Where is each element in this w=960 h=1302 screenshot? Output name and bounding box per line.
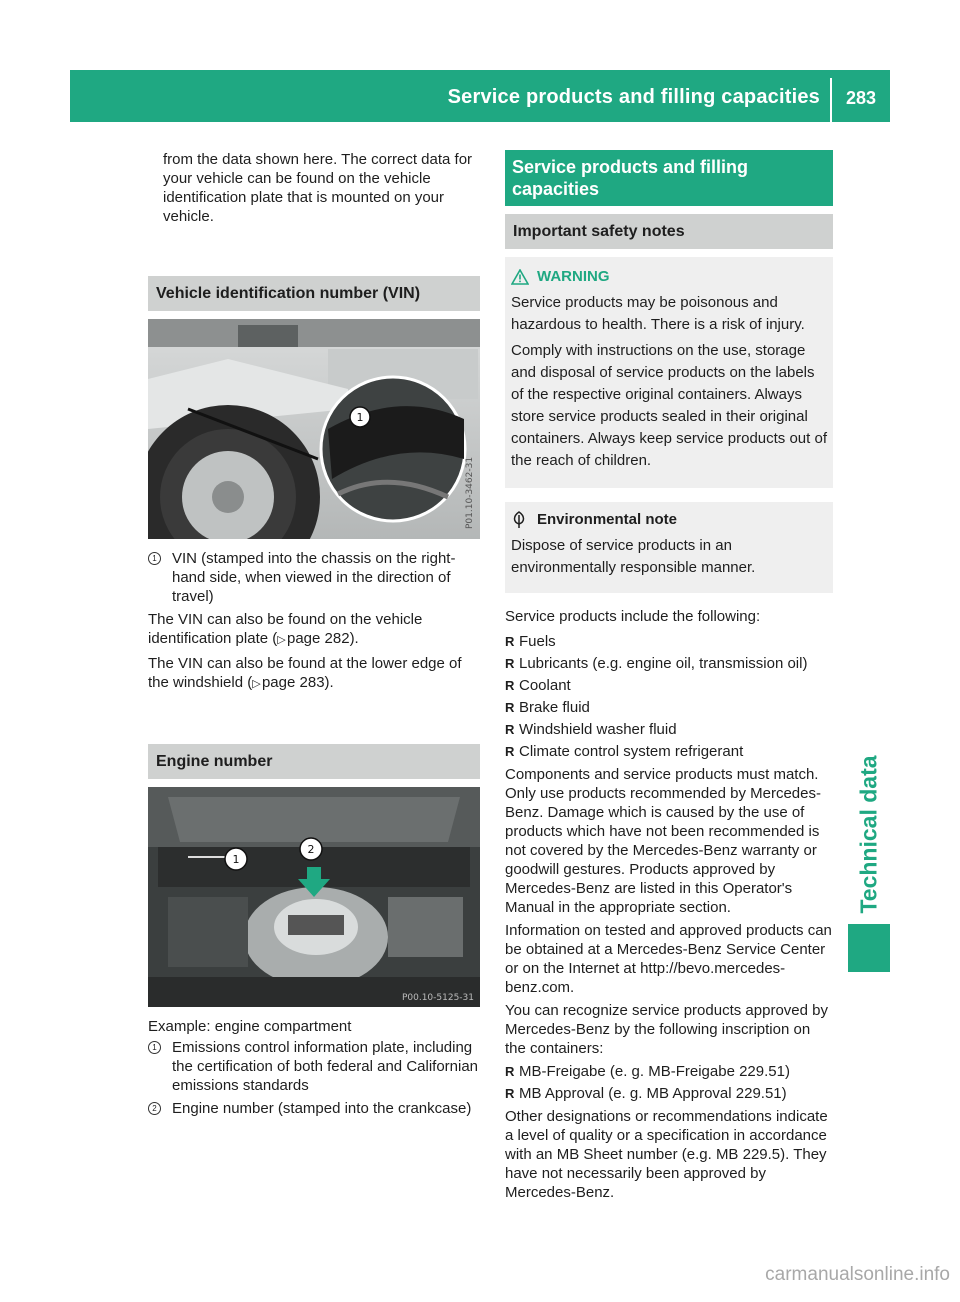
page-ref-283[interactable]: page 283 xyxy=(261,674,325,691)
vin-photo-callout: 1 xyxy=(356,411,364,424)
engine-example-caption: Example: engine compartment xyxy=(148,1018,352,1035)
engine-photo-callout-1: 1 xyxy=(232,853,240,866)
engine-callout-1-text: Emissions control information plate, including the certification of both federal and Californian emissions standards xyxy=(172,1039,479,1094)
left-column xyxy=(148,150,480,1122)
page-ref-arrow-icon: ▷ xyxy=(252,678,261,690)
vin-p1-text: The VIN can also be found on the vehicle identification plate ( xyxy=(148,611,423,647)
list-item: R Climate control system refrigerant xyxy=(505,742,833,761)
warning-box xyxy=(505,257,833,488)
callout-marker: 1 xyxy=(148,552,161,565)
approved-products-info: Information on tested and approved products can be obtained at a Mercedes-Benz Service Center or on the Internet at http://bevo.mercedes-benz.com. xyxy=(505,922,832,996)
chapter-tab xyxy=(848,750,890,918)
vin-heading: Vehicle identification number (VIN) xyxy=(148,276,480,311)
environmental-note-header xyxy=(511,510,827,529)
safety-heading: Important safety notes xyxy=(505,214,833,249)
vin-paragraph-1 xyxy=(148,610,480,650)
callout-marker: 1 xyxy=(148,1041,161,1054)
callout-marker: 2 xyxy=(148,1102,161,1115)
service-products-intro: Service products include the following: xyxy=(505,608,761,625)
right-column xyxy=(505,150,833,1206)
warning-header xyxy=(511,267,827,286)
chapter-tab-label: Technical data xyxy=(855,754,882,914)
engine-callout-1 xyxy=(148,1038,480,1095)
vin-p2-text: The VIN can also be found at the lower edge of the windshield ( xyxy=(148,655,462,691)
vin-photo-code: P01.10-3462-31 xyxy=(465,456,475,529)
page-number: 283 xyxy=(845,88,876,108)
warning-icon xyxy=(511,269,529,285)
list-item: R Fuels xyxy=(505,632,833,651)
vin-photo xyxy=(148,319,480,539)
environmental-note-box xyxy=(505,502,833,593)
list-item: R MB-Freigabe (e. g. MB-Freigabe 229.51) xyxy=(505,1062,833,1081)
watermark-footer: carmanualsonline.info xyxy=(765,1264,950,1285)
header-title: Service products and filling capacities xyxy=(447,86,820,108)
vin-p2-end: ). xyxy=(324,674,334,691)
environmental-note-title: Environmental note xyxy=(537,511,678,528)
vin-callout xyxy=(148,549,480,606)
warning-text-1: Service products may be poisonous and hazardous to health. There is a risk of injury. xyxy=(511,294,805,333)
engine-heading: Engine number xyxy=(148,744,480,779)
vin-callout-text: VIN (stamped into the chassis on the right-hand side, when viewed in the direction of travel) xyxy=(172,550,456,605)
service-products-list xyxy=(505,632,833,761)
environmental-note-text: Dispose of service products in an environmentally responsible manner. xyxy=(511,537,756,576)
main-heading: Service products and filling capacities xyxy=(505,150,833,206)
list-item: R MB Approval (e. g. MB Approval 229.51) xyxy=(505,1084,833,1103)
page-ref-282[interactable]: page 282 xyxy=(286,630,350,647)
inscription-list xyxy=(505,1062,833,1103)
list-item: R Windshield washer fluid xyxy=(505,720,833,739)
recognize-text: You can recognize service products approved by Mercedes-Benz by the following inscription on the containers: xyxy=(505,1002,828,1057)
list-item: R Brake fluid xyxy=(505,698,833,717)
engine-callout-2 xyxy=(148,1099,480,1118)
leaf-icon xyxy=(511,511,527,529)
other-designations-text: Other designations or recommendations indicate a level of quality or a specification in accordance with an MB Sheet number (e.g. MB 229.5). They have not necessarily been approved by Mercedes-Benz. xyxy=(505,1108,828,1201)
vin-p1-end: ). xyxy=(349,630,359,647)
engine-callout-2-text: Engine number (stamped into the crankcase) xyxy=(172,1100,472,1117)
warning-title: WARNING xyxy=(537,268,610,285)
engine-photo-code: P00.10-5125-31 xyxy=(401,993,474,1003)
page-ref-arrow-icon: ▷ xyxy=(277,634,286,646)
vin-paragraph-2 xyxy=(148,654,480,694)
list-item: R Coolant xyxy=(505,676,833,695)
engine-photo xyxy=(148,787,480,1007)
warning-text-2: Comply with instructions on the use, storage and disposal of service products on the labels of the respective original containers. Always store service products sealed in their original containers. Always keep service products out of the reach of children. xyxy=(511,342,827,469)
chapter-marker xyxy=(848,924,890,972)
list-item: R Lubricants (e.g. engine oil, transmission oil) xyxy=(505,654,833,673)
components-match-text: Components and service products must match. Only use products recommended by Mercedes-Benz. Damage which is caused by the use of products which have not been recommended is not covered by the Mercedes-Benz warranty or goodwill gestures. Products approved by Mercedes-Benz are listed in this Operator's Manual in the appropriate section. xyxy=(505,766,821,916)
engine-photo-callout-2: 2 xyxy=(307,843,315,856)
intro-text: from the data shown here. The correct data for your vehicle can be found on the vehicle identification plate that is mounted on your vehicle. xyxy=(163,151,473,225)
page-header xyxy=(70,70,890,122)
header-divider xyxy=(830,78,832,122)
